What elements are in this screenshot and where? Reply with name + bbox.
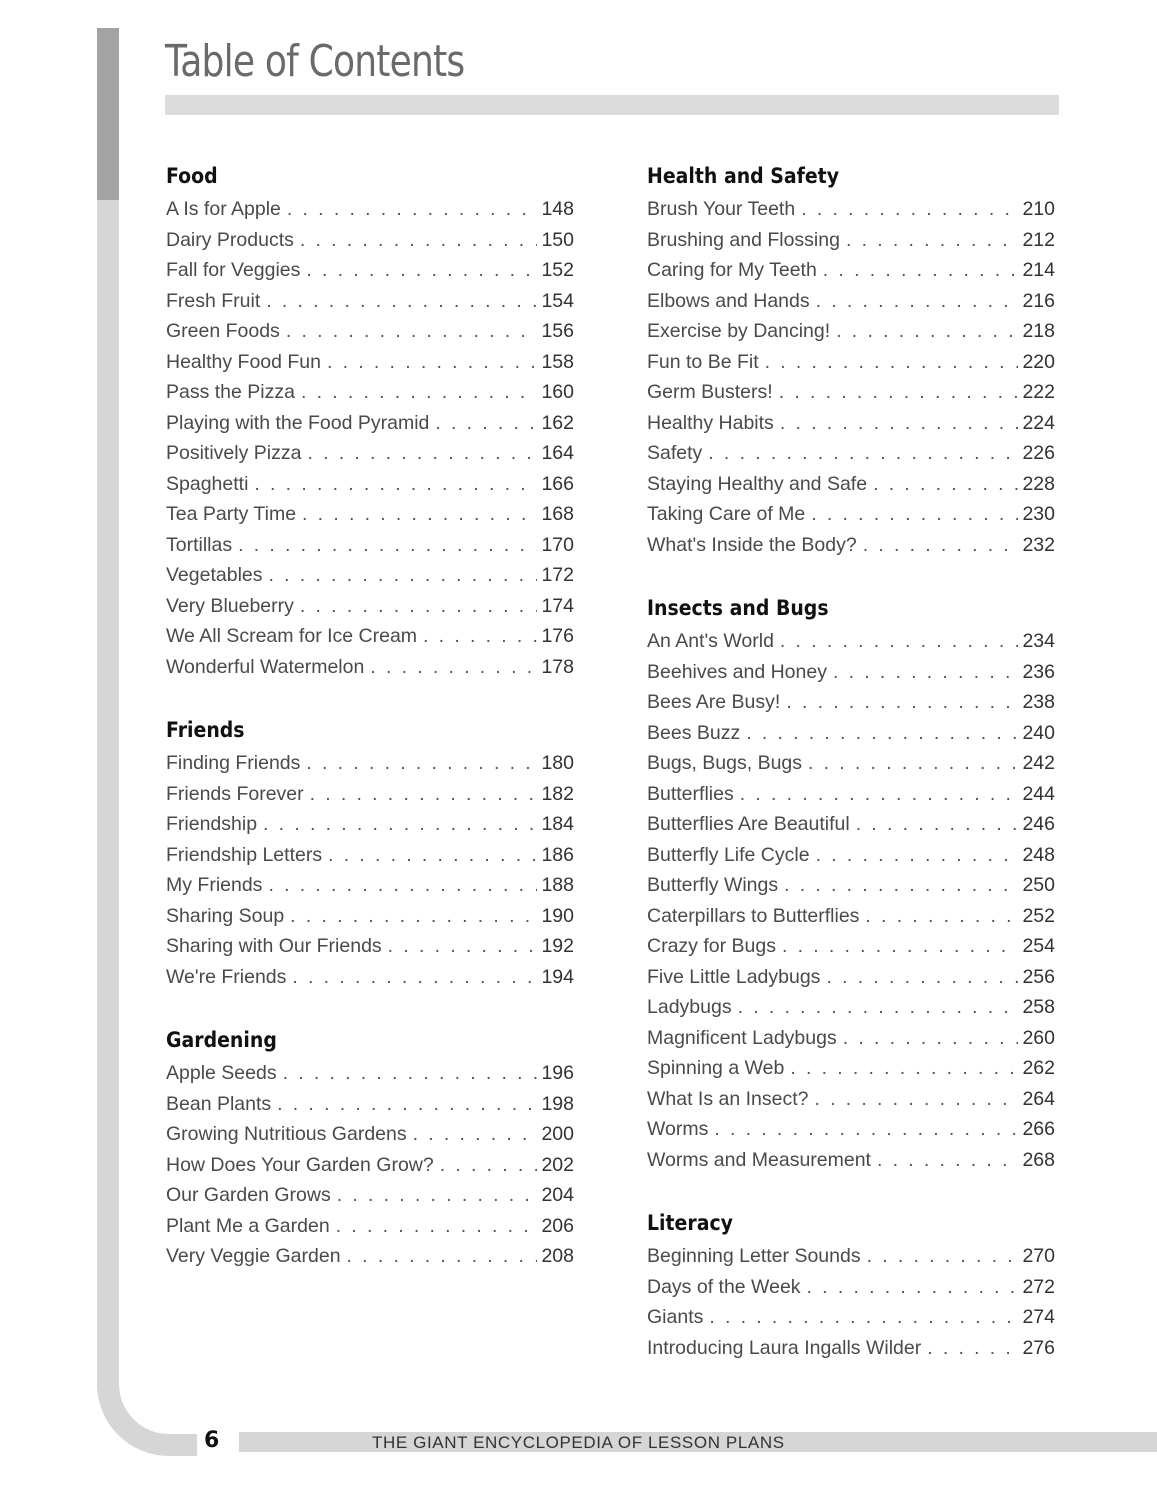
dot-leader (709, 1302, 1018, 1333)
dot-leader (287, 194, 538, 225)
entry-page-number: 154 (541, 289, 574, 312)
dot-leader (765, 347, 1019, 378)
dot-leader (277, 1089, 537, 1120)
entry-title: Giants (647, 1306, 704, 1328)
toc-entry (166, 779, 574, 810)
toc-entry (166, 1211, 574, 1242)
entry-title: We're Friends (166, 965, 287, 988)
dot-leader (423, 621, 537, 652)
dot-leader (779, 377, 1019, 408)
toc-entry (647, 1333, 1055, 1364)
entry-page-number: 214 (1022, 259, 1055, 281)
dot-leader (300, 591, 538, 622)
entry-title: An Ant's World (647, 630, 774, 652)
entry-page-number: 268 (1022, 1148, 1055, 1171)
toc-entry (647, 748, 1055, 779)
toc-entry (647, 1302, 1055, 1333)
dot-leader (714, 1114, 1018, 1145)
entry-title: Introducing Laura Ingalls Wilder (647, 1336, 922, 1359)
entry-title: Apple Seeds (166, 1062, 277, 1084)
dot-leader (440, 1150, 538, 1181)
entry-page-number: 266 (1022, 1118, 1055, 1140)
entry-page-number: 210 (1022, 198, 1055, 220)
entry-page-number: 236 (1022, 660, 1055, 683)
entry-page-number: 196 (541, 1062, 574, 1084)
toc-entry (166, 316, 574, 347)
entry-title: Brushing and Flossing (647, 228, 840, 251)
entry-title: Spaghetti (166, 472, 249, 495)
toc-entry (166, 840, 574, 871)
entry-title: Wonderful Watermelon (166, 655, 365, 678)
toc-entry (166, 1241, 574, 1272)
entry-title: Fun to Be Fit (647, 350, 759, 373)
entry-page-number: 180 (541, 752, 574, 774)
dot-leader (746, 718, 1018, 749)
entry-page-number: 244 (1022, 782, 1055, 805)
entry-title: Magnificent Ladybugs (647, 1026, 837, 1049)
dot-leader (268, 870, 537, 901)
toc-entry (647, 1241, 1055, 1272)
entry-title: Our Garden Grows (166, 1184, 331, 1206)
entry-title: Worms (647, 1118, 709, 1140)
section-heading: Insects and Bugs (647, 596, 829, 620)
dot-leader (865, 901, 1018, 932)
entry-title: Spinning a Web (647, 1057, 785, 1079)
entry-title: What Is an Insect? (647, 1087, 809, 1110)
entry-page-number: 174 (541, 594, 574, 617)
entry-title: Crazy for Bugs (647, 935, 776, 957)
entry-page-number: 204 (541, 1184, 574, 1206)
dot-leader (292, 962, 537, 993)
entry-title: Bees Buzz (647, 721, 741, 744)
toc-entry (647, 657, 1055, 688)
entry-page-number: 150 (541, 228, 574, 251)
entry-title: Ladybugs (647, 996, 732, 1018)
entry-page-number: 252 (1022, 904, 1055, 927)
dot-leader (740, 779, 1019, 810)
entry-page-number: 202 (541, 1153, 574, 1176)
entry-title: Green Foods (166, 320, 280, 342)
dot-leader (388, 931, 538, 962)
dot-leader (863, 530, 1019, 561)
entry-page-number: 230 (1022, 503, 1055, 525)
dot-leader (784, 870, 1018, 901)
dot-leader (877, 1145, 1018, 1176)
toc-entry (647, 1145, 1055, 1176)
dot-leader (413, 1119, 538, 1150)
page-number: 6 (204, 1428, 220, 1453)
entry-title: Butterfly Wings (647, 874, 779, 896)
dot-leader (300, 225, 538, 256)
entry-title: Exercise by Dancing! (647, 320, 831, 342)
entry-title: Vegetables (166, 564, 263, 586)
toc-section (166, 712, 574, 992)
dot-leader (801, 194, 1018, 225)
dot-leader (782, 931, 1018, 962)
entry-title: Taking Care of Me (647, 503, 806, 525)
section-heading: Friends (166, 718, 245, 742)
entry-title: Beehives and Honey (647, 660, 827, 683)
entry-page-number: 206 (541, 1214, 574, 1237)
entry-title: Caterpillars to Butterflies (647, 904, 860, 927)
entry-page-number: 160 (541, 381, 574, 403)
dot-leader (786, 687, 1018, 718)
entry-title: Very Blueberry (166, 594, 294, 617)
section-heading: Literacy (647, 1211, 733, 1235)
dot-leader (867, 1241, 1019, 1272)
dot-leader (435, 408, 537, 439)
dot-leader (790, 1053, 1018, 1084)
toc-entry (647, 347, 1055, 378)
toc-entry (647, 718, 1055, 749)
entry-title: Brush Your Teeth (647, 198, 796, 220)
dot-leader (811, 499, 1018, 530)
toc-entry (166, 809, 574, 840)
toc-entry (166, 286, 574, 317)
entry-page-number: 188 (541, 874, 574, 896)
toc-entry (166, 438, 574, 469)
margin-bar-accent (97, 28, 119, 200)
toc-entry (166, 255, 574, 286)
entry-page-number: 186 (541, 843, 574, 866)
entry-page-number: 172 (541, 564, 574, 586)
toc-entry (166, 591, 574, 622)
entry-page-number: 274 (1022, 1306, 1055, 1328)
toc-entry (166, 1119, 574, 1150)
toc-entry (647, 530, 1055, 561)
toc-entry (647, 901, 1055, 932)
entry-title: Sharing with Our Friends (166, 935, 382, 957)
entry-page-number: 262 (1022, 1057, 1055, 1079)
entry-page-number: 226 (1022, 442, 1055, 464)
toc-entry (166, 469, 574, 500)
footer-title: THE GIANT ENCYCLOPEDIA OF LESSON PLANS (372, 1433, 785, 1452)
entry-page-number: 222 (1022, 381, 1055, 403)
entry-title: Playing with the Food Pyramid (166, 411, 430, 434)
entry-title: Elbows and Hands (647, 289, 810, 312)
entry-page-number: 168 (541, 503, 574, 525)
entry-page-number: 212 (1022, 228, 1055, 251)
dot-leader (238, 530, 537, 561)
dot-leader (327, 347, 537, 378)
toc-section (647, 158, 1055, 560)
toc-entry (647, 255, 1055, 286)
entry-title: Safety (647, 442, 703, 464)
entry-page-number: 176 (541, 625, 574, 647)
toc-entry (647, 377, 1055, 408)
dot-leader (780, 408, 1019, 439)
entry-title: Positively Pizza (166, 442, 302, 464)
entry-title: We All Scream for Ice Cream (166, 625, 418, 647)
toc-section (166, 1022, 574, 1272)
dot-leader (856, 809, 1019, 840)
entry-title: Sharing Soup (166, 904, 285, 927)
dot-leader (823, 255, 1019, 286)
toc-entry (166, 901, 574, 932)
dot-leader (873, 469, 1018, 500)
toc-entry (647, 840, 1055, 871)
entry-title: Finding Friends (166, 752, 301, 774)
entry-page-number: 178 (541, 655, 574, 678)
toc-entry (166, 748, 574, 779)
toc-entry (647, 225, 1055, 256)
toc-entry (647, 1084, 1055, 1115)
entry-page-number: 200 (541, 1123, 574, 1145)
toc-entry (166, 347, 574, 378)
entry-page-number: 158 (541, 350, 574, 373)
toc-entry (647, 1114, 1055, 1145)
toc-entry (166, 870, 574, 901)
entry-title: Staying Healthy and Safe (647, 472, 868, 495)
entry-title: Bugs, Bugs, Bugs (647, 752, 803, 774)
toc-entry (166, 931, 574, 962)
toc-entry (166, 1089, 574, 1120)
entry-title: My Friends (166, 874, 263, 896)
entry-title: Butterfly Life Cycle (647, 843, 810, 866)
dot-leader (328, 840, 537, 871)
toc-entry (166, 194, 574, 225)
toc-entry (166, 652, 574, 683)
entry-title: Beginning Letter Sounds (647, 1245, 861, 1267)
toc-entry (166, 1058, 574, 1089)
dot-leader (263, 809, 537, 840)
toc-entry (166, 499, 574, 530)
entry-page-number: 246 (1022, 813, 1055, 835)
dot-leader (708, 438, 1018, 469)
entry-title: Bean Plants (166, 1092, 272, 1115)
entry-page-number: 216 (1022, 289, 1055, 312)
dot-leader (927, 1333, 1018, 1364)
entry-page-number: 162 (541, 411, 574, 434)
section-heading: Food (166, 164, 218, 188)
entry-title: Worms and Measurement (647, 1148, 871, 1171)
dot-leader (808, 748, 1018, 779)
toc-column-left (166, 158, 574, 1302)
entry-title: Plant Me a Garden (166, 1214, 330, 1237)
entry-page-number: 260 (1022, 1026, 1055, 1049)
toc-entry (166, 962, 574, 993)
entry-page-number: 258 (1022, 996, 1055, 1018)
entry-page-number: 164 (541, 442, 574, 464)
toc-entry (166, 408, 574, 439)
entry-page-number: 224 (1022, 411, 1055, 434)
toc-entry (647, 438, 1055, 469)
entry-title: Five Little Ladybugs (647, 965, 821, 988)
entry-title: Friends Forever (166, 782, 304, 805)
entry-page-number: 208 (541, 1245, 574, 1267)
toc-entry (647, 286, 1055, 317)
toc-entry (647, 499, 1055, 530)
dot-leader (347, 1241, 538, 1272)
toc-entry (647, 1272, 1055, 1303)
dot-leader (266, 286, 537, 317)
toc-entry (166, 530, 574, 561)
toc-section (166, 158, 574, 682)
dot-leader (780, 626, 1019, 657)
entry-page-number: 254 (1022, 935, 1055, 957)
dot-leader (833, 657, 1018, 688)
entry-page-number: 248 (1022, 843, 1055, 866)
dot-leader (302, 499, 537, 530)
entry-page-number: 190 (541, 904, 574, 927)
section-heading: Gardening (166, 1028, 277, 1052)
entry-title: Growing Nutritious Gardens (166, 1123, 407, 1145)
entry-title: Tortillas (166, 533, 233, 556)
dot-leader (816, 840, 1019, 871)
entry-title: Fall for Veggies (166, 259, 301, 281)
entry-page-number: 264 (1022, 1087, 1055, 1110)
dot-leader (843, 1023, 1019, 1054)
dot-leader (306, 255, 537, 286)
margin-bar (97, 200, 119, 1390)
toc-entry (647, 962, 1055, 993)
toc-section (647, 1205, 1055, 1363)
entry-page-number: 148 (541, 198, 574, 220)
entry-page-number: 156 (541, 320, 574, 342)
entry-page-number: 192 (541, 935, 574, 957)
toc-entry (166, 560, 574, 591)
dot-leader (269, 560, 538, 591)
section-heading: Health and Safety (647, 164, 840, 188)
dot-leader (738, 992, 1019, 1023)
entry-title: Caring for My Teeth (647, 259, 817, 281)
toc-entry (647, 316, 1055, 347)
entry-title: Germ Busters! (647, 381, 773, 403)
toc-entry (647, 194, 1055, 225)
toc-entry (647, 626, 1055, 657)
dot-leader (370, 652, 537, 683)
entry-page-number: 272 (1022, 1275, 1055, 1298)
entry-page-number: 166 (541, 472, 574, 495)
entry-page-number: 240 (1022, 721, 1055, 744)
dot-leader (826, 962, 1018, 993)
entry-page-number: 242 (1022, 752, 1055, 774)
toc-section (647, 590, 1055, 1175)
entry-page-number: 182 (541, 782, 574, 805)
title-rule (165, 95, 1059, 115)
dot-leader (836, 316, 1018, 347)
toc-entry (647, 408, 1055, 439)
dot-leader (337, 1180, 538, 1211)
entry-title: What's Inside the Body? (647, 533, 857, 556)
dot-leader (286, 316, 538, 347)
entry-title: A Is for Apple (166, 198, 281, 220)
dot-leader (307, 438, 537, 469)
toc-entry (166, 377, 574, 408)
entry-page-number: 232 (1022, 533, 1055, 556)
dot-leader (807, 1272, 1019, 1303)
entry-title: Tea Party Time (166, 503, 297, 525)
entry-title: Fresh Fruit (166, 289, 261, 312)
entry-title: How Does Your Garden Grow? (166, 1153, 434, 1176)
entry-page-number: 276 (1022, 1336, 1055, 1359)
entry-title: Dairy Products (166, 228, 294, 251)
dot-leader (310, 779, 538, 810)
entry-title: Butterflies (647, 782, 734, 805)
entry-page-number: 256 (1022, 965, 1055, 988)
toc-entry (647, 992, 1055, 1023)
entry-page-number: 228 (1022, 472, 1055, 495)
dot-leader (290, 901, 537, 932)
entry-title: Friendship (166, 813, 258, 835)
toc-entry (647, 779, 1055, 810)
entry-page-number: 198 (541, 1092, 574, 1115)
dot-leader (846, 225, 1019, 256)
entry-title: Healthy Food Fun (166, 350, 322, 373)
dot-leader (306, 748, 537, 779)
entry-title: Butterflies Are Beautiful (647, 813, 850, 835)
entry-page-number: 270 (1022, 1245, 1055, 1267)
entry-title: Pass the Pizza (166, 381, 295, 403)
dot-leader (254, 469, 537, 500)
entry-title: Healthy Habits (647, 411, 774, 434)
toc-entry (166, 1180, 574, 1211)
toc-entry (647, 870, 1055, 901)
dot-leader (815, 1084, 1019, 1115)
toc-entry (647, 931, 1055, 962)
toc-column-right (647, 158, 1055, 1393)
entry-title: Friendship Letters (166, 843, 323, 866)
entry-page-number: 184 (541, 813, 574, 835)
entry-title: Bees Are Busy! (647, 691, 781, 713)
page-title: Table of Contents (165, 36, 465, 87)
entry-title: Very Veggie Garden (166, 1245, 341, 1267)
toc-entry (166, 621, 574, 652)
dot-leader (283, 1058, 538, 1089)
margin-bar-curve (97, 1330, 197, 1456)
dot-leader (301, 377, 537, 408)
entry-page-number: 194 (541, 965, 574, 988)
entry-page-number: 220 (1022, 350, 1055, 373)
toc-entry (647, 1023, 1055, 1054)
entry-page-number: 152 (541, 259, 574, 281)
entry-page-number: 218 (1022, 320, 1055, 342)
toc-entry (647, 809, 1055, 840)
toc-entry (166, 1150, 574, 1181)
entry-title: Days of the Week (647, 1275, 801, 1298)
entry-page-number: 250 (1022, 874, 1055, 896)
dot-leader (816, 286, 1019, 317)
dot-leader (336, 1211, 538, 1242)
entry-page-number: 234 (1022, 630, 1055, 652)
toc-entry (166, 225, 574, 256)
toc-entry (647, 687, 1055, 718)
toc-entry (647, 469, 1055, 500)
toc-entry (647, 1053, 1055, 1084)
entry-page-number: 238 (1022, 691, 1055, 713)
entry-page-number: 170 (541, 533, 574, 556)
